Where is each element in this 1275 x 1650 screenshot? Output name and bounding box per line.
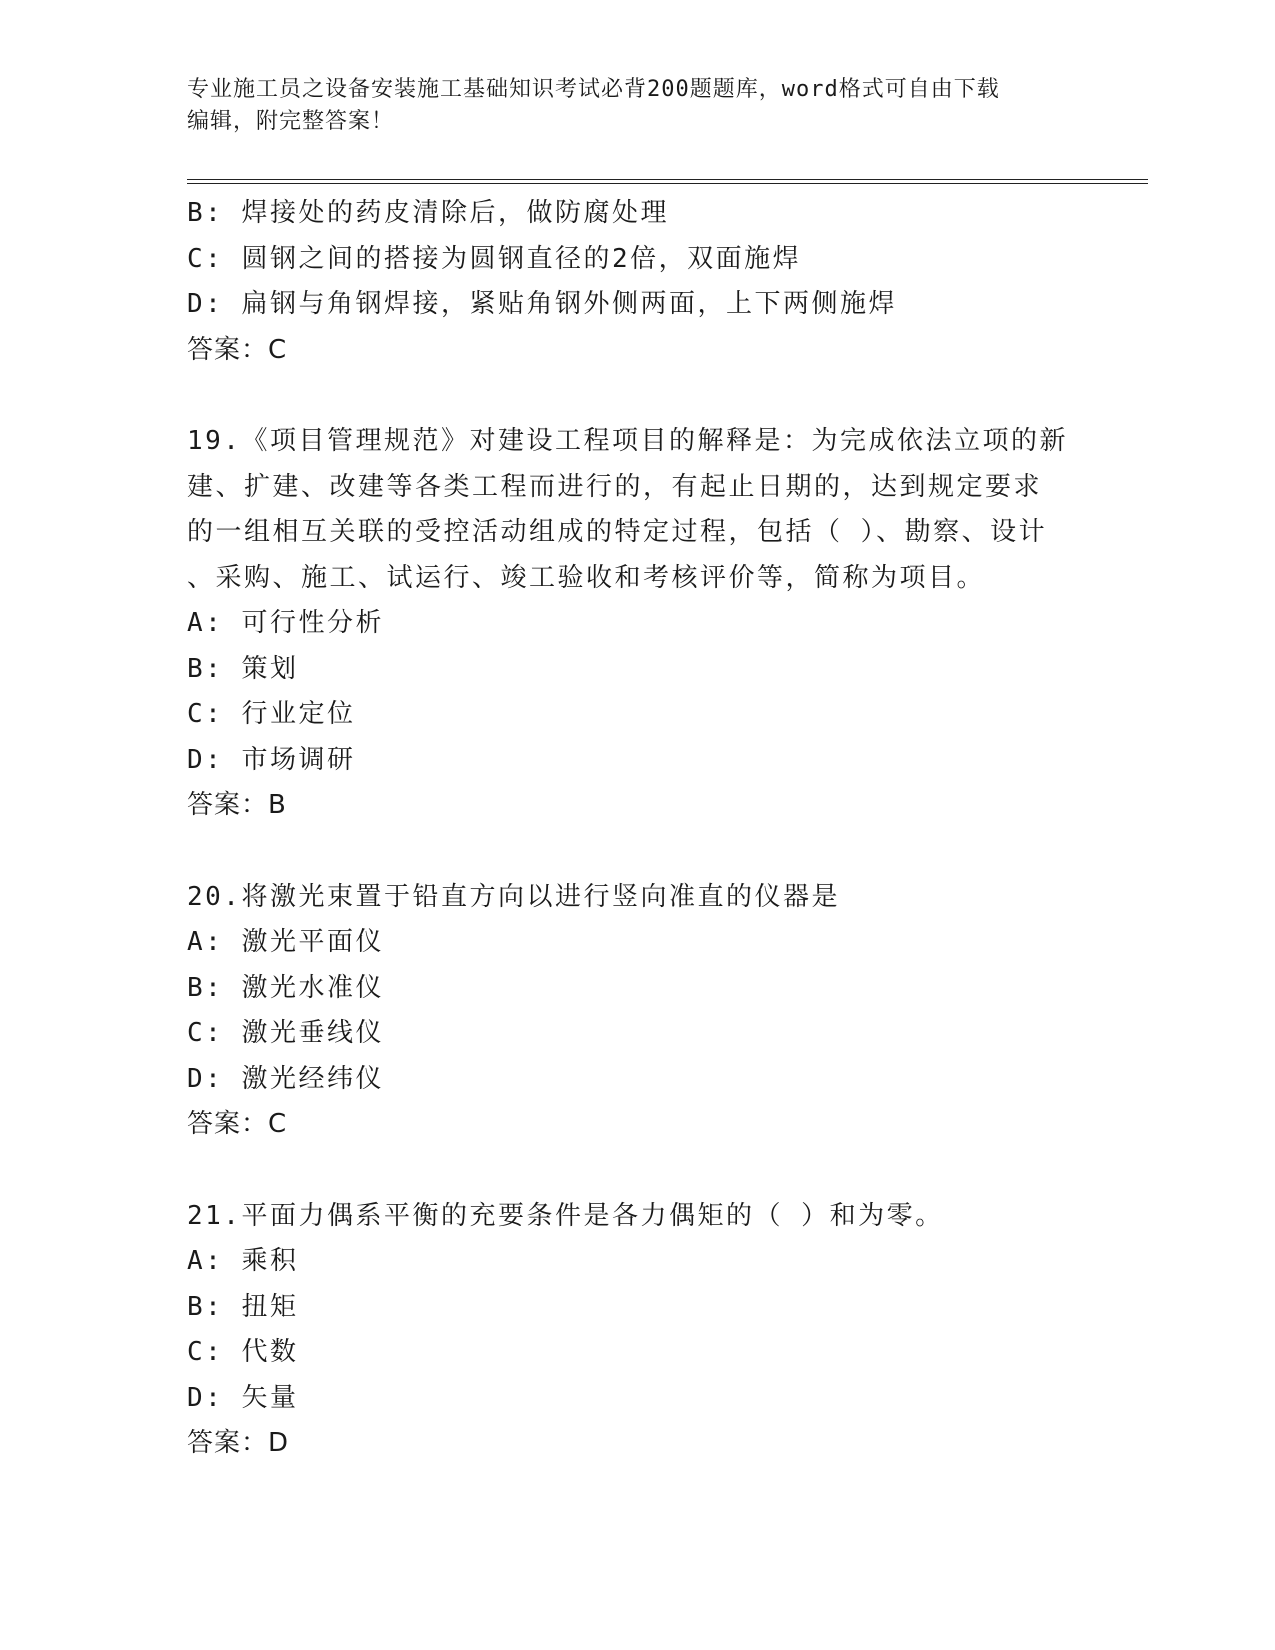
option-b: B: 激光水准仪: [187, 972, 384, 1003]
spacer: [187, 373, 1087, 419]
question-text-line: 21.平面力偶系平衡的充要条件是各力偶矩的（ ）和为零。: [187, 1200, 944, 1231]
spacer: [187, 1148, 1087, 1194]
question-text-line: 19.《项目管理规范》对建设工程项目的解释是：为完成依法立项的新: [187, 426, 1068, 456]
answer-value: C: [268, 1109, 288, 1139]
option-b: B: 策划: [187, 653, 299, 684]
header-title-line-2: 编辑，附完整答案！: [187, 109, 395, 134]
option-c: C: 激光垂线仪: [187, 1018, 384, 1048]
answer-label: 答案：: [187, 1109, 269, 1139]
option-d: D: 激光经纬仪: [187, 1063, 384, 1094]
spacer: [187, 829, 1087, 875]
question-20: [187, 875, 1087, 1148]
option-d: D: 市场调研: [187, 744, 356, 775]
header-title-line-1: 专业施工员之设备安装施工基础知识考试必背200题题库，word格式可自由下载: [187, 77, 1000, 102]
option-c: C: 代数: [187, 1337, 299, 1367]
question-text-line: 、采购、施工、试运行、竣工验收和考核评价等，简称为项目。: [187, 562, 986, 593]
option-a: A: 可行性分析: [187, 608, 384, 638]
answer-value: B: [268, 790, 287, 820]
answer-line: [187, 783, 1087, 829]
question-19: [187, 419, 1087, 829]
option-d: D: 扁钢与角钢焊接，紧贴角钢外侧两面，上下两侧施焊: [187, 289, 897, 319]
question-text-line: 20.将激光束置于铅直方向以进行竖向准直的仪器是: [187, 881, 840, 912]
option-b: B: 焊接处的药皮清除后，做防腐处理: [187, 198, 669, 228]
header-divider: [187, 179, 1148, 184]
question-text-line: 建、扩建、改建等各类工程而进行的，有起止日期的，达到规定要求: [187, 471, 1043, 502]
option-d: D: 矢量: [187, 1382, 299, 1413]
answer-line: [187, 1421, 1087, 1467]
question-list: [187, 191, 1087, 1467]
answer-line: [187, 328, 1087, 374]
option-a: A: 乘积: [187, 1246, 299, 1276]
option-c: C: 行业定位: [187, 699, 356, 729]
question-text-line: 的一组相互关联的受控活动组成的特定过程，包括（ ）、勘察、设计: [187, 517, 1048, 547]
answer-value: D: [268, 1428, 290, 1458]
answer-value: C: [268, 334, 288, 365]
option-b: B: 扭矩: [187, 1291, 299, 1322]
answer-label: 答案：: [187, 790, 269, 820]
option-a: A: 激光平面仪: [187, 927, 384, 957]
answer-line: [187, 1102, 1087, 1148]
answer-label: 答案：: [187, 1428, 269, 1458]
question-18-tail: [187, 191, 1087, 373]
question-21: [187, 1194, 1087, 1467]
option-c: C: 圆钢之间的搭接为圆钢直径的2倍，双面施焊: [187, 243, 802, 274]
page-header: [187, 74, 1087, 138]
answer-label: 答案：: [187, 334, 269, 365]
